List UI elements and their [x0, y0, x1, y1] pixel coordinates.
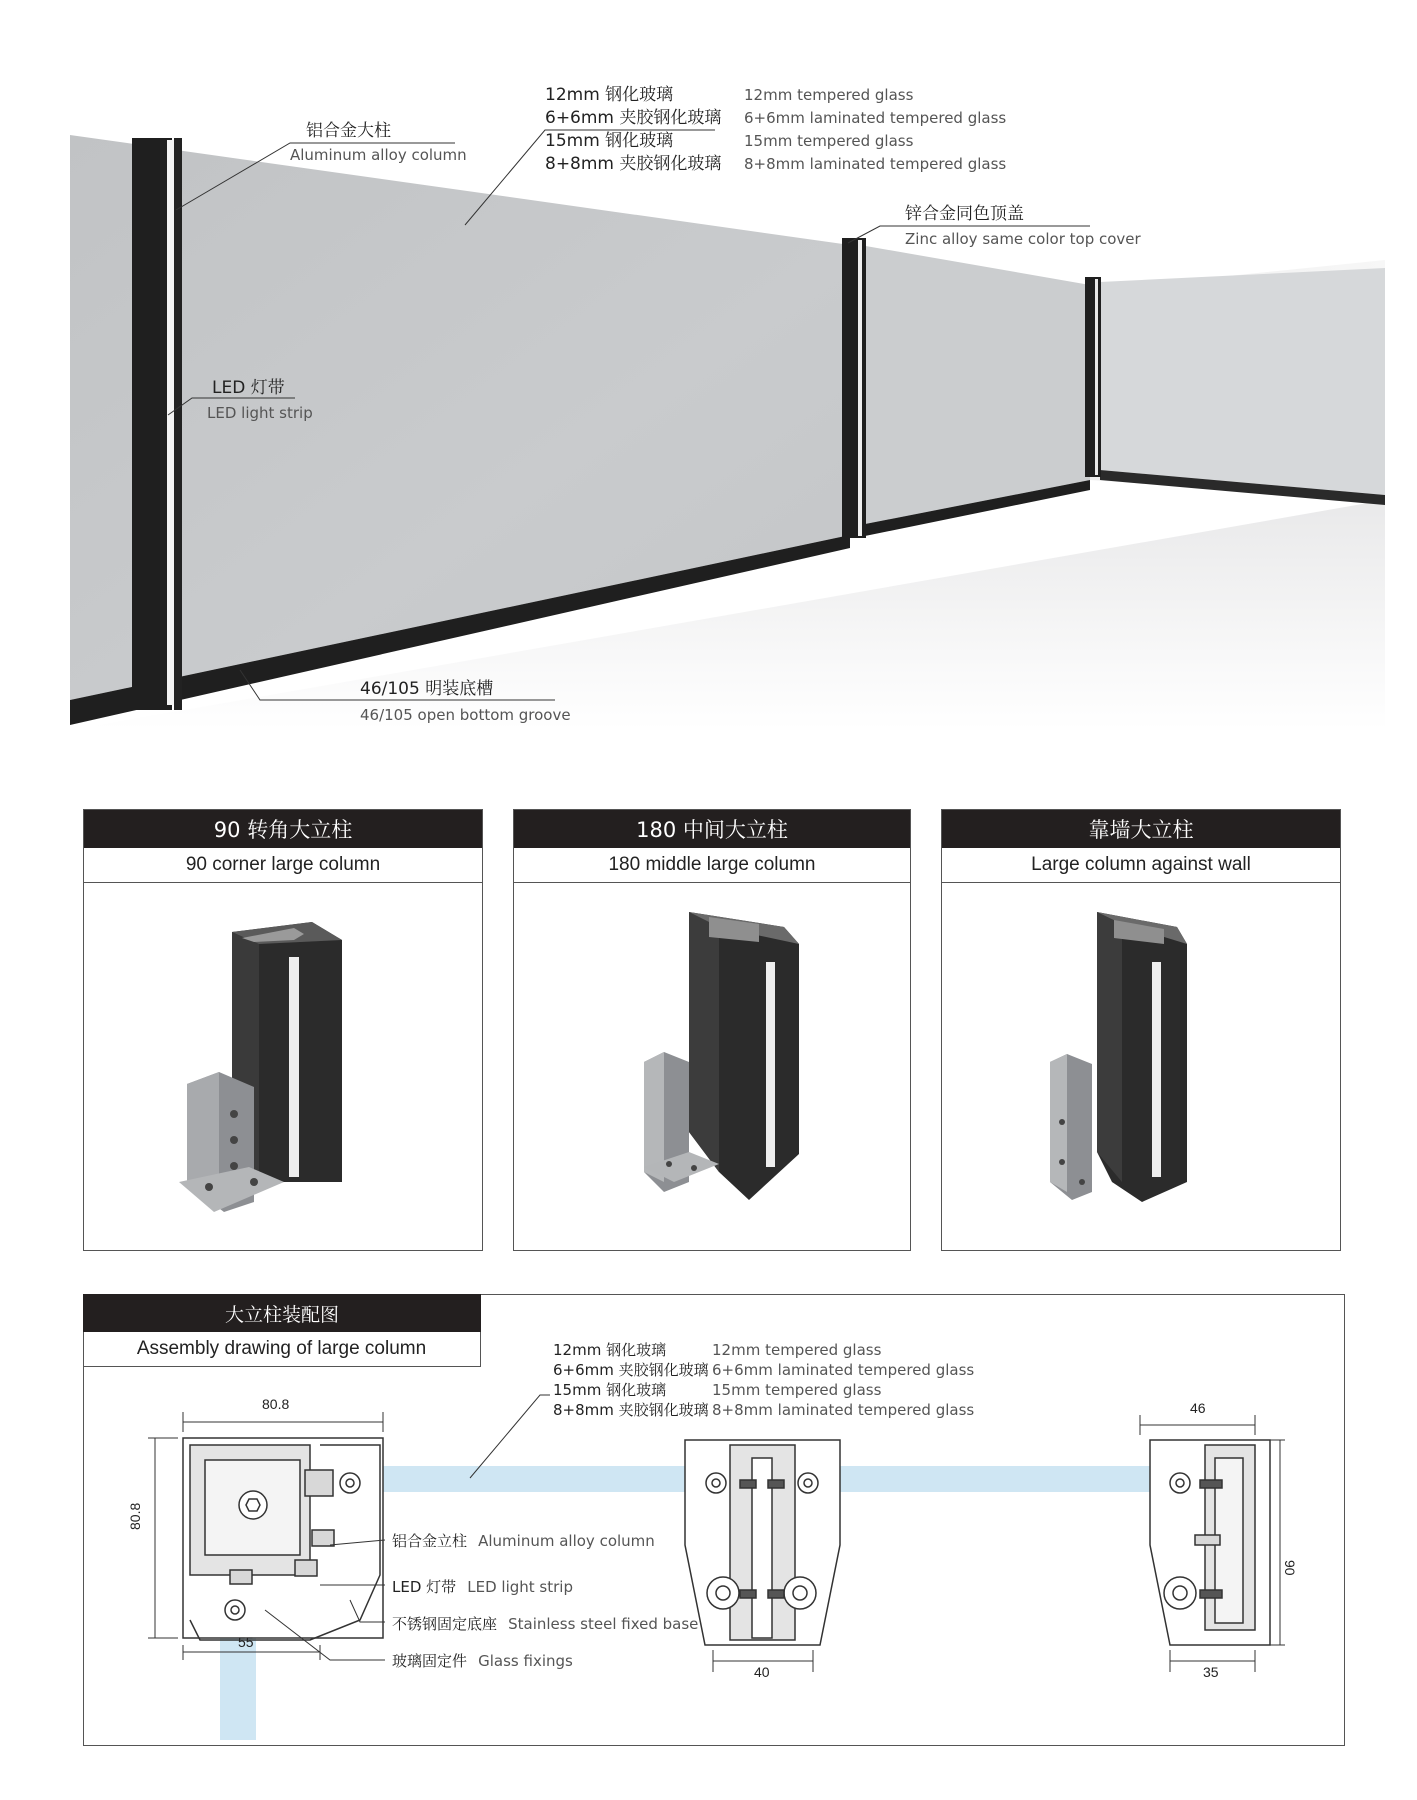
led-label-en: LED light strip	[207, 404, 313, 422]
dim-wall-bottom: 35	[1203, 1664, 1219, 1680]
product-title-en: Large column against wall	[942, 848, 1340, 883]
callout-aluminum-column: 铝合金立柱 Aluminum alloy column	[392, 1532, 655, 1550]
column-label-en: Aluminum alloy column	[290, 146, 467, 164]
top-cover-label-cn: 锌合金同色顶盖	[905, 204, 1024, 224]
dim-wall-top: 46	[1190, 1400, 1206, 1416]
glass-strip-left	[345, 1466, 685, 1492]
groove-label-en: 46/105 open bottom groove	[360, 706, 571, 724]
wall-column-section	[1150, 1440, 1270, 1645]
led-label-cn: LED 灯带	[212, 378, 285, 398]
glass-options-cn: 12mm 钢化玻璃 6+6mm 夹胶钢化玻璃 15mm 钢化玻璃 8+8mm 夹胶钢化玻璃	[545, 85, 722, 174]
product-title-cn: 90 转角大立柱	[84, 810, 482, 848]
groove-label-cn: 46/105 明装底槽	[360, 679, 494, 699]
assembly-title-en: Assembly drawing of large column	[83, 1332, 481, 1367]
product-title-cn: 靠墙大立柱	[942, 810, 1340, 848]
dim-corner-width: 80.8	[262, 1396, 290, 1412]
dim-corner-height: 80.8	[127, 1502, 143, 1530]
product-title-cn: 180 中间大立柱	[514, 810, 910, 848]
corner-column-section	[183, 1438, 383, 1640]
callout-led-strip: LED 灯带 LED light strip	[392, 1578, 573, 1596]
callout-glass-fixings: 玻璃固定件 Glass fixings	[392, 1652, 573, 1670]
dim-corner-bottom: 55	[238, 1634, 254, 1650]
top-cover-label-en: Zinc alloy same color top cover	[905, 230, 1141, 248]
glass-strip-right	[810, 1466, 1150, 1492]
callout-stainless-base: 不锈钢固定底座 Stainless steel fixed base	[392, 1615, 699, 1633]
product-title-en: 180 middle large column	[514, 848, 910, 883]
middle-column-section	[685, 1440, 840, 1645]
glass-options-en: 12mm tempered glass 6+6mm laminated tempered glass 15mm tempered glass 8+8mm laminated tempered glass	[744, 86, 1007, 173]
assembly-glass-options-en: 12mm tempered glass 6+6mm laminated tempered glass 15mm tempered glass 8+8mm laminated tempered glass	[712, 1341, 975, 1419]
assembly-title-cn: 大立柱装配图	[83, 1294, 481, 1332]
column-label-cn: 铝合金大柱	[306, 121, 391, 141]
assembly-glass-options-cn: 12mm 钢化玻璃 6+6mm 夹胶钢化玻璃 15mm 钢化玻璃 8+8mm 夹胶钢化玻璃	[553, 1341, 709, 1419]
dim-wall-height: 90	[1282, 1560, 1298, 1576]
product-title-en: 90 corner large column	[84, 848, 482, 883]
dim-middle-bottom: 40	[754, 1664, 770, 1680]
